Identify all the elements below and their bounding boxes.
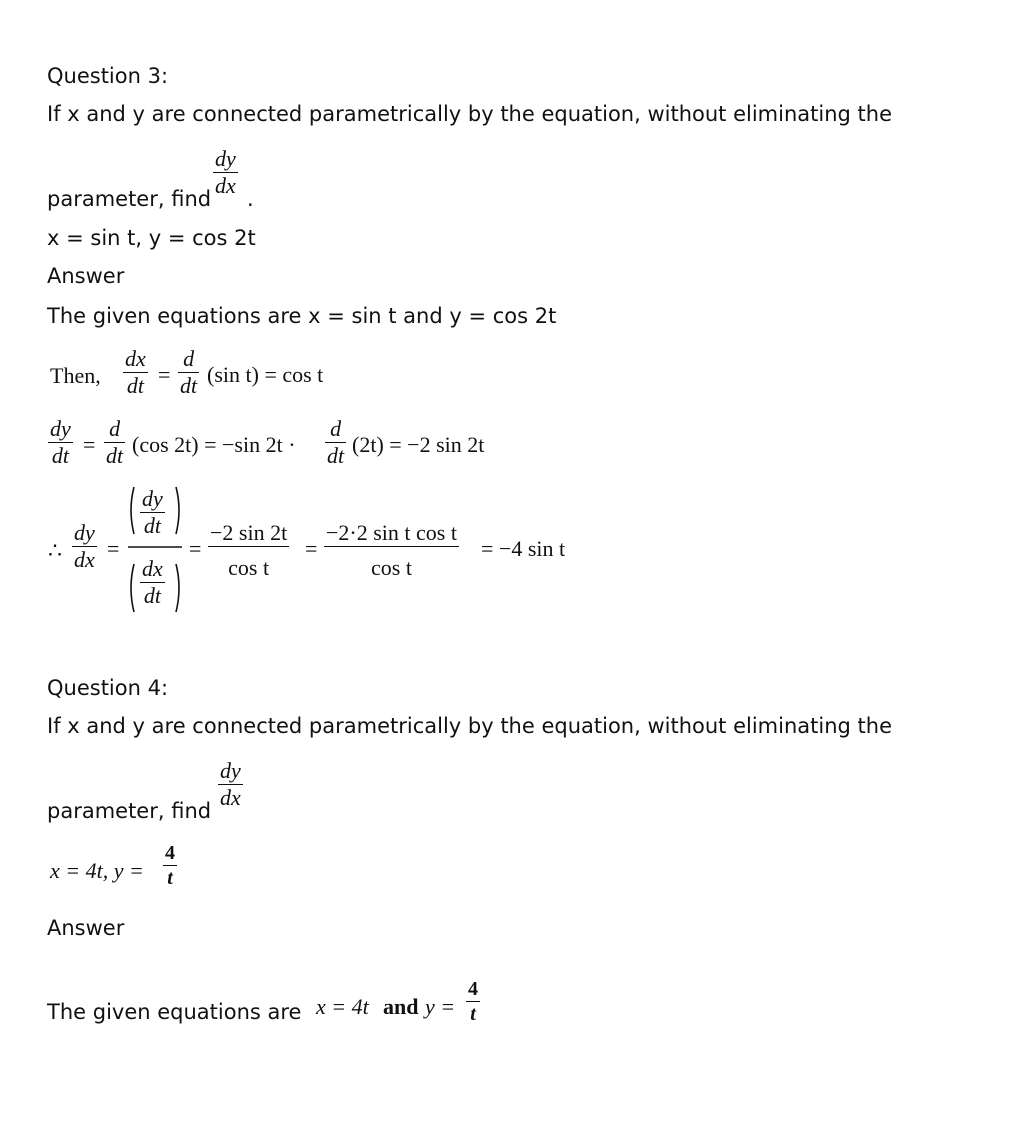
q3-given-equations: The given equations are x = sin t and y = cos 2t bbox=[47, 304, 557, 328]
q3-l3-equals-2: = bbox=[189, 536, 202, 561]
q3-l3-num4: −2·2 sin t cos t bbox=[326, 520, 457, 545]
q3-l1-num1: dx bbox=[125, 346, 146, 371]
q3-l3-inner-num-num: dy bbox=[142, 486, 163, 511]
q3-l3-frac-3 bbox=[208, 522, 289, 579]
q3-l2-equals: = bbox=[83, 432, 96, 457]
q3-param-dot: . bbox=[247, 187, 254, 211]
q4-given-x: x = 4t bbox=[316, 994, 369, 1019]
q3-l2-frac-dydt bbox=[48, 418, 73, 467]
q3-l3-den4: cos t bbox=[324, 546, 459, 579]
q4-given-y: y = bbox=[425, 994, 456, 1019]
q3-l2-num3: d bbox=[330, 416, 342, 441]
q3-l3-inner-bottom bbox=[140, 558, 165, 607]
q4-eq-x: x = 4t, y = bbox=[50, 858, 144, 883]
q3-l3-compound-fraction bbox=[126, 484, 184, 616]
q3-dydx-den: dx bbox=[215, 173, 236, 198]
q4-eq-fraction bbox=[163, 843, 177, 888]
q3-l3-equals-3: = bbox=[305, 536, 318, 561]
q3-l3-den3: cos t bbox=[208, 546, 289, 579]
q4-answer-label: Answer bbox=[47, 916, 125, 940]
q3-l3-den1: dx bbox=[74, 547, 95, 572]
q4-dydx-fraction bbox=[218, 760, 243, 809]
q3-l2-num2: d bbox=[109, 416, 121, 441]
q3-l3-frac-4 bbox=[324, 522, 459, 579]
q3-l3-inner-den-num: dx bbox=[142, 556, 163, 581]
q4-heading: Question 4: bbox=[47, 676, 169, 700]
q4-given-equations: The given equations are bbox=[47, 1000, 302, 1024]
q3-l3-inner-top bbox=[140, 488, 165, 537]
q3-param-text: parameter, find bbox=[47, 187, 212, 211]
q3-l1-rest: (sin t) = cos t bbox=[207, 362, 324, 387]
q3-heading: Question 3: bbox=[47, 64, 169, 88]
q3-l1-equals: = bbox=[158, 362, 171, 387]
q3-equation: x = sin t, y = cos 2t bbox=[47, 226, 256, 250]
q4-dydx-den: dx bbox=[220, 785, 241, 810]
q3-l3-inner-den-den: dt bbox=[140, 582, 165, 607]
q3-statement: If x and y are connected parametrically by the equation, without eliminating the bbox=[47, 102, 892, 126]
q4-given-and: and bbox=[383, 994, 419, 1019]
q3-l2-rest: (2t) = −2 sin 2t bbox=[352, 432, 485, 457]
q3-l1-num2: d bbox=[183, 346, 195, 371]
q3-l1-den2: dt bbox=[180, 373, 198, 398]
q3-l3-therefore: ∴ bbox=[48, 538, 62, 563]
q4-param-text: parameter, find bbox=[47, 799, 212, 823]
q3-l2-frac-ddt bbox=[104, 418, 125, 467]
q3-l1-den1: dt bbox=[123, 372, 148, 397]
q4-eq-num: 4 bbox=[165, 842, 175, 864]
q3-l1-frac-ddt bbox=[178, 348, 199, 397]
q3-l3-equals-1: = bbox=[107, 536, 120, 561]
q3-dydx-num: dy bbox=[215, 146, 236, 171]
q4-eq-den: t bbox=[163, 865, 177, 888]
q4-given-num: 4 bbox=[468, 978, 478, 1000]
q3-l3-num1: dy bbox=[74, 520, 95, 545]
q3-l2-mid: (cos 2t) = −sin 2t · bbox=[132, 432, 296, 457]
q3-l2-frac-ddt-2 bbox=[325, 418, 346, 467]
q3-l3-rest: = −4 sin t bbox=[481, 536, 566, 561]
q3-answer-label: Answer bbox=[47, 264, 125, 288]
q4-dydx-num: dy bbox=[220, 758, 241, 783]
q3-l3-frac-dydx bbox=[72, 522, 97, 571]
q3-l2-den1: dt bbox=[48, 442, 73, 467]
q4-given-den: t bbox=[466, 1001, 480, 1024]
q3-l3-num3: −2 sin 2t bbox=[210, 520, 288, 545]
q3-dydx-fraction bbox=[213, 148, 238, 197]
q4-given-fraction bbox=[466, 979, 480, 1024]
q3-then-label: Then, bbox=[50, 363, 101, 388]
q3-l2-num1: dy bbox=[50, 416, 71, 441]
q3-l2-den3: dt bbox=[327, 443, 345, 468]
q3-l1-frac-dxdt bbox=[123, 348, 148, 397]
q4-statement: If x and y are connected parametrically by the equation, without eliminating the bbox=[47, 714, 892, 738]
q3-l2-den2: dt bbox=[106, 443, 124, 468]
q3-l3-inner-num-den: dt bbox=[140, 512, 165, 537]
